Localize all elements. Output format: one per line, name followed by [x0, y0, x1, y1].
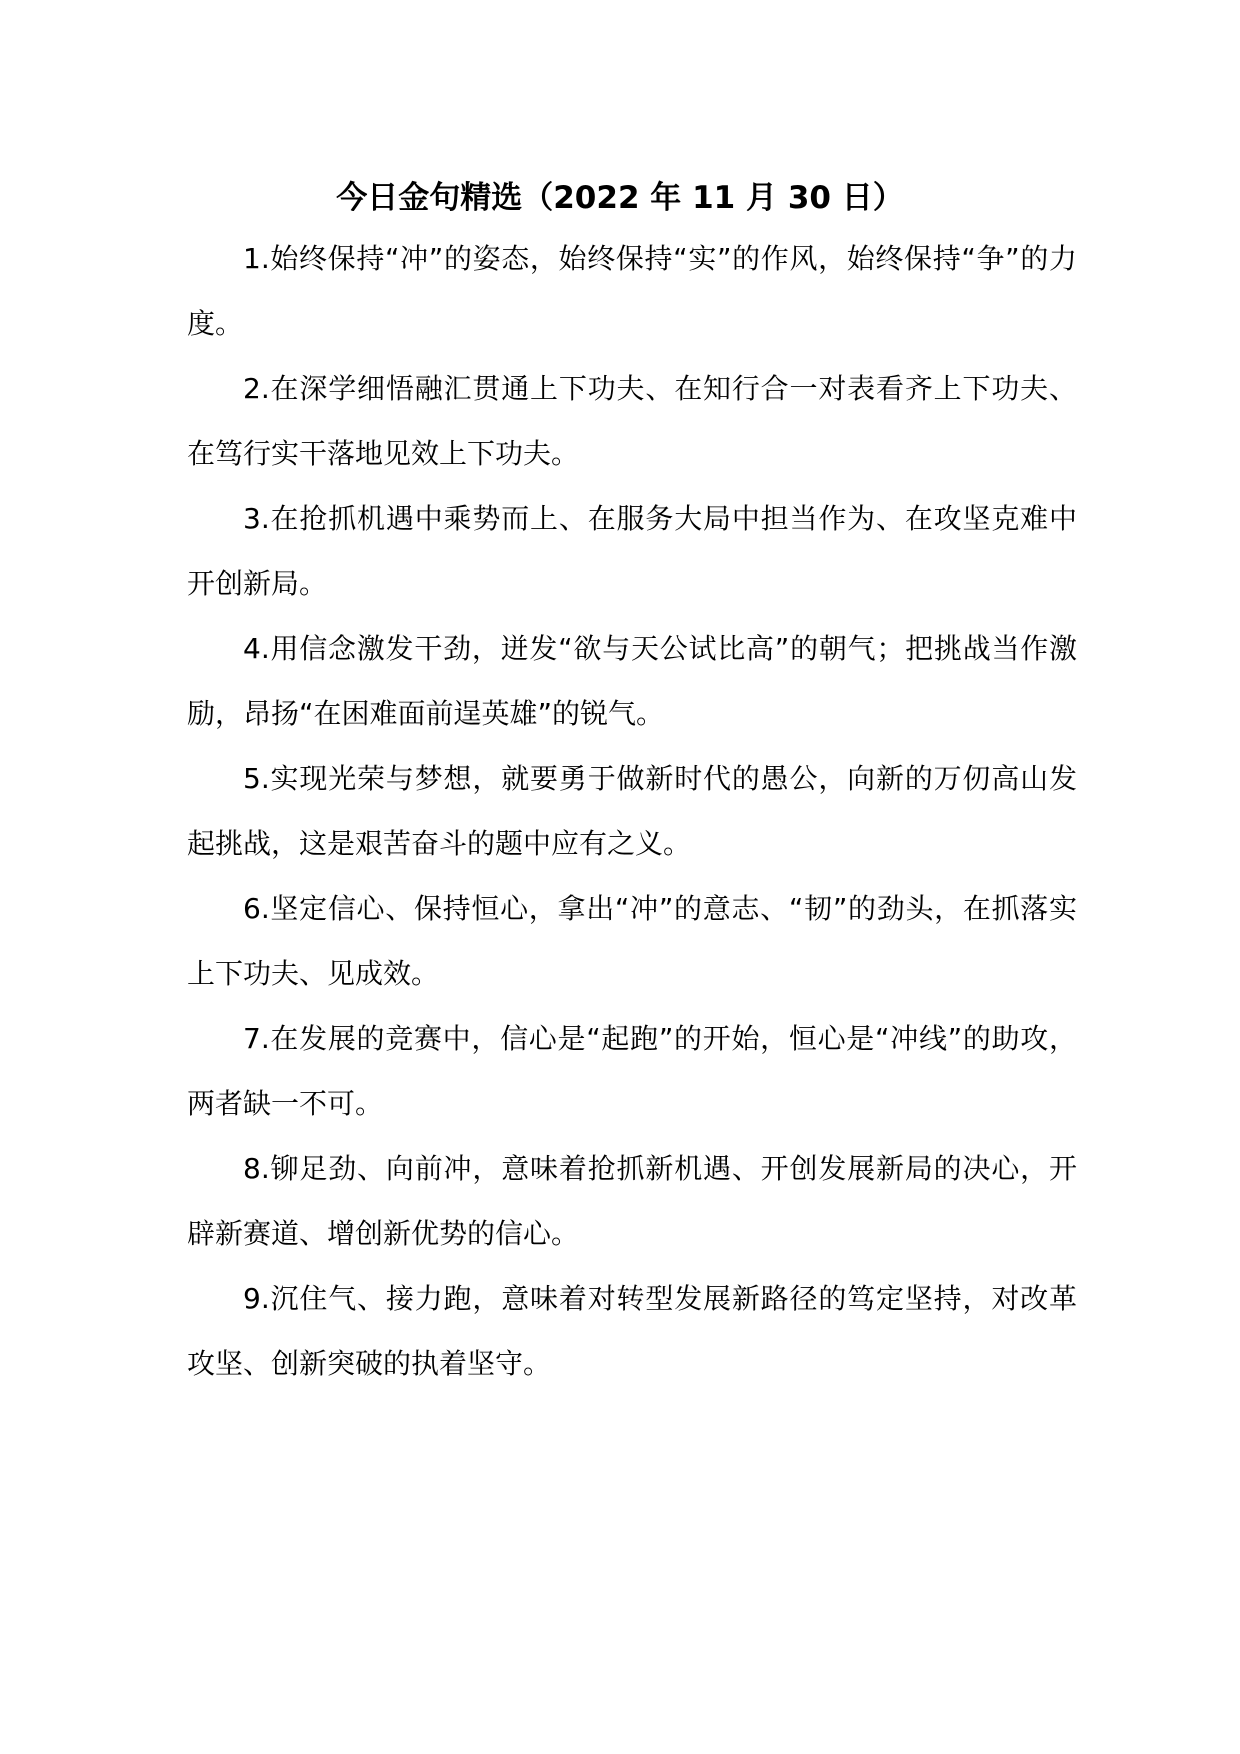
quote-item-4: 4.用信念激发干劲，迸发“欲与天公试比高”的朝气；把挑战当作激励，昂扬“在困难面前逞英雄”的锐气。: [187, 632, 1077, 730]
quote-item-8: 8.铆足劲、向前冲，意味着抢抓新机遇、开创发展新局的决心，开辟新赛道、增创新优势的信心。: [187, 1152, 1077, 1250]
quote-item-3: 3.在抢抓机遇中乘势而上、在服务大局中担当作为、在攻坚克难中开创新局。: [187, 502, 1077, 600]
document-title: 今日金句精选（2022 年 11 月 30 日）: [336, 180, 904, 216]
quote-item-7: 7.在发展的竞赛中，信心是“起跑”的开始，恒心是“冲线”的助攻，两者缺一不可。: [187, 1022, 1077, 1120]
quote-item-6: 6.坚定信心、保持恒心，拿出“冲”的意志、“韧”的劲头，在抓落实上下功夫、见成效。: [187, 892, 1077, 990]
quote-item-5: 5.实现光荣与梦想，就要勇于做新时代的愚公，向新的万仞高山发起挑战，这是艰苦奋斗的题中应有之义。: [187, 762, 1077, 860]
quote-item-1: 1.始终保持“冲”的姿态，始终保持“实”的作风，始终保持“争”的力度。: [187, 242, 1077, 340]
quote-item-9: 9.沉住气、接力跑，意味着对转型发展新路径的笃定坚持，对改革攻坚、创新突破的执着坚守。: [187, 1282, 1077, 1380]
quote-item-2: 2.在深学细悟融汇贯通上下功夫、在知行合一对表看齐上下功夫、在笃行实干落地见效上下功夫。: [187, 372, 1077, 470]
